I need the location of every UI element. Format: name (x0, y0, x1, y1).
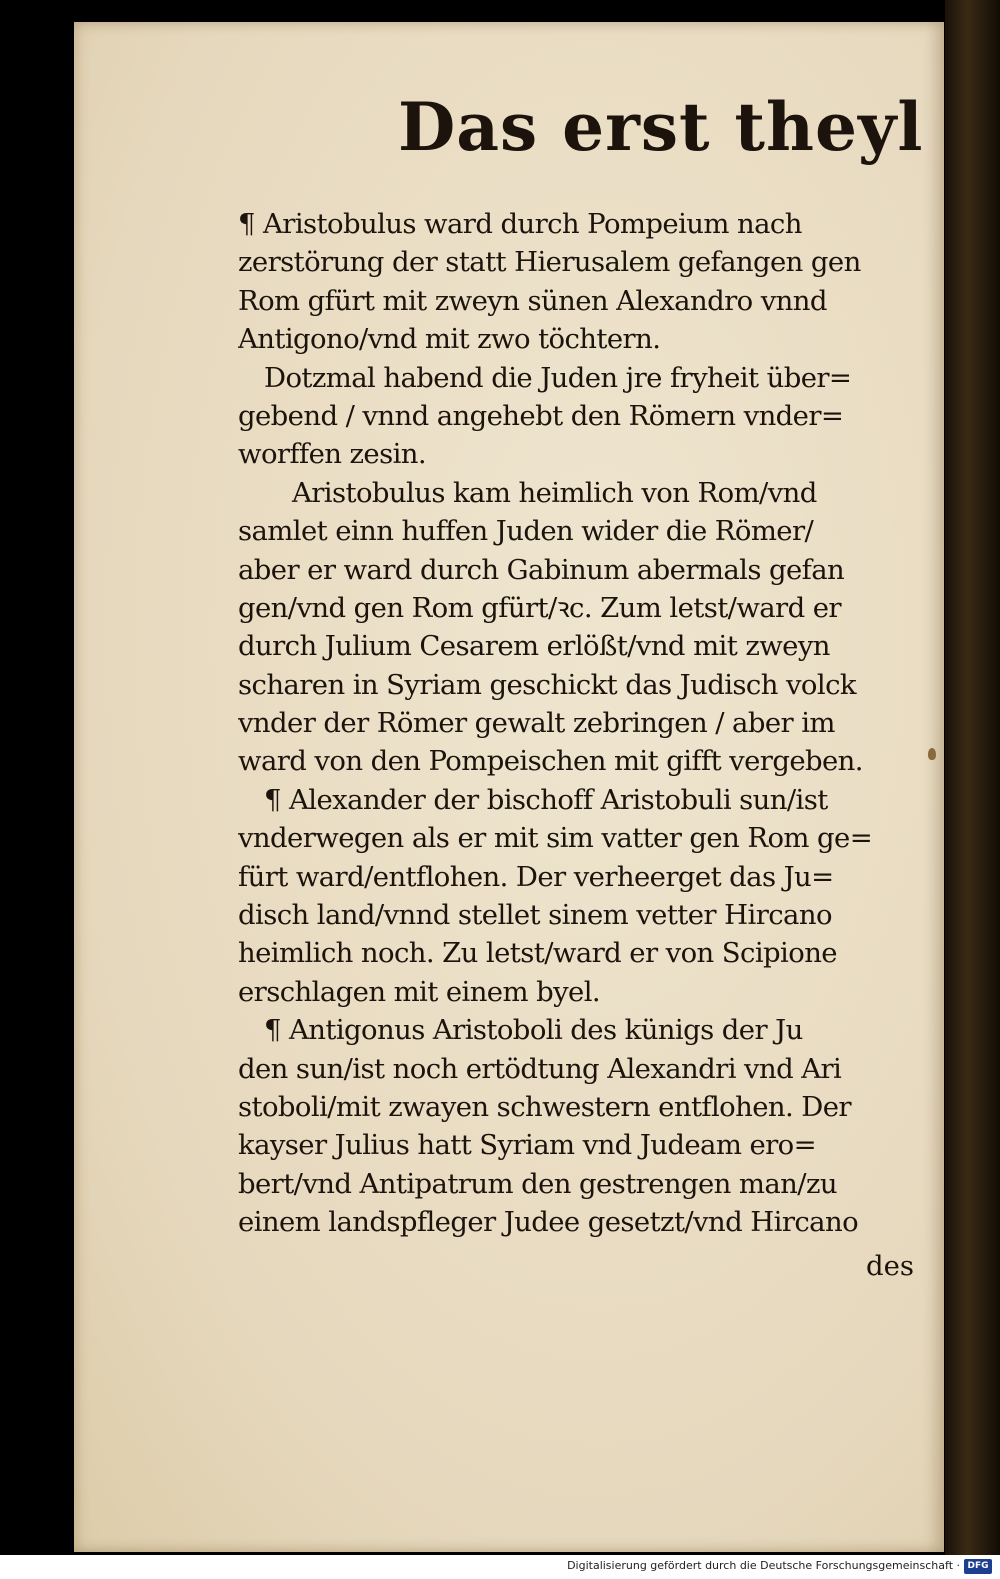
text-line: gebend / vnnd angehebt den Römern vnder= (238, 399, 844, 432)
paragraph (238, 1011, 928, 1241)
text-line: Dotzmal habend die Juden jre fryheit über= (264, 361, 852, 394)
text-line: erschlagen mit einem byel. (238, 975, 601, 1008)
paragraph (238, 359, 928, 474)
text-line: ¶ Antigonus Aristoboli des künigs der Ju (264, 1014, 803, 1047)
text-line: gen/vnd gen Rom gfürt/ꝛc. Zum letst/ward er (238, 591, 841, 624)
footer-bar (0, 1555, 1000, 1579)
text-line: Aristobulus kam heimlich von Rom/vnd (292, 476, 817, 509)
text-line: ¶ Aristobulus ward durch Pompeium nach (238, 208, 802, 240)
text-line: ¶ Alexander der bischoff Aristobuli sun/ist (264, 783, 828, 816)
dfg-logo: DFG (964, 1559, 992, 1574)
paragraph (238, 474, 928, 781)
text-line: aber er ward durch Gabinum abermals gefan (238, 553, 845, 586)
catchword: des (866, 1250, 914, 1282)
text-line: bert/vnd Antipatrum den gestrengen man/zu (238, 1167, 837, 1200)
printer-mark-ornament (928, 748, 936, 760)
text-line: scharen in Syriam geschickt das Judisch volck (238, 668, 856, 701)
paragraph (238, 781, 928, 1011)
text-line: durch Julium Cesarem erlößt/vnd mit zweyn (238, 630, 830, 663)
text-line: Antigono/vnd mit zwo töchtern. (238, 323, 661, 356)
text-line: worffen zesin. (238, 438, 427, 471)
text-line: disch land/vnnd stellet sinem vetter Hircano (238, 899, 832, 932)
text-line: samlet einn huffen Juden wider die Römer/ (238, 515, 814, 548)
text-line: den sun/ist noch ertödtung Alexandri vnd Ari (238, 1052, 842, 1085)
text-line: vnderwegen als er mit sim vatter gen Rom ge= (238, 822, 873, 855)
funding-credit: Digitalisierung gefördert durch die Deutsche Forschungsgemeinschaft · (567, 1559, 960, 1572)
text-line: ward von den Pompeischen mit gifft vergeben. (238, 745, 863, 778)
text-line: zerstörung der statt Hierusalem gefangen gen (238, 246, 861, 279)
text-line: heimlich noch. Zu letst/ward er von Scipione (238, 937, 837, 970)
body-text (238, 205, 928, 1242)
book-page-edge (945, 0, 1000, 1555)
running-head: Das erst theyl (398, 88, 924, 166)
text-line: einem landspfleger Judee gesetzt/vnd Hircano (238, 1206, 859, 1239)
paragraph (238, 205, 928, 359)
text-line: Rom gfürt mit zweyn sünen Alexandro vnnd (238, 284, 827, 317)
text-line: fürt ward/entflohen. Der verheerget das Ju= (238, 860, 834, 893)
text-line: kayser Julius hatt Syriam vnd Judeam ero= (238, 1129, 817, 1162)
text-line: stoboli/mit zwayen schwestern entflohen. Der (238, 1090, 851, 1123)
text-line: vnder der Römer gewalt zebringen / aber im (238, 707, 835, 740)
